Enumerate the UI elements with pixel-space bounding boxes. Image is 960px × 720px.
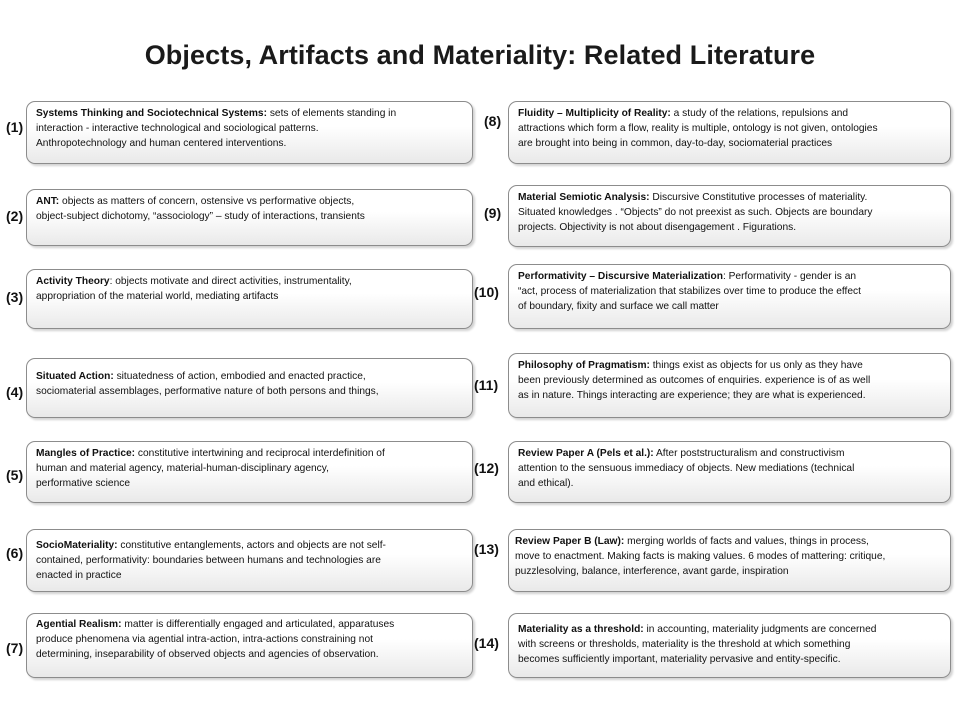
box-text: After poststructuralism and constructivism attention to the sensuous immediacy of objects. New mediations (technical and ethical). xyxy=(518,448,855,489)
box-text: Discursive Constitutive processes of materiality. Situated knowledges . “Objects” do not preexist as such. Objects are boundary projects. Objectivity is not about disengagement . Figurations. xyxy=(518,192,873,233)
literature-box xyxy=(508,353,951,418)
item-number: (8) xyxy=(484,113,502,129)
item-number: (13) xyxy=(474,541,499,557)
box-heading: Material Semiotic Analysis: xyxy=(518,192,650,203)
box-heading: Mangles of Practice: xyxy=(36,448,136,459)
item-number: (3) xyxy=(6,289,24,305)
item-number: (6) xyxy=(6,545,24,561)
box-heading: Situated Action: xyxy=(36,371,114,382)
box-heading: ANT: xyxy=(36,196,60,207)
box-text: matter is differentially engaged and articulated, apparatuses produce phenomena via agential intra-action, intra-actions constraining not determining, inseparability of observed objects and agencies of observation. xyxy=(36,619,395,660)
box-text: situatedness of action, embodied and enacted practice, sociomaterial assemblages, performative nature of both persons and things, xyxy=(36,371,379,397)
literature-box xyxy=(26,189,473,246)
item-number: (5) xyxy=(6,467,24,483)
box-heading: Agential Realism: xyxy=(36,619,122,630)
box-text: : objects motivate and direct activities, instrumentality, appropriation of the material world, mediating artifacts xyxy=(36,276,352,302)
literature-box xyxy=(26,101,473,164)
literature-box xyxy=(508,264,951,329)
literature-box xyxy=(508,185,951,247)
box-text: a study of the relations, repulsions and attractions which form a flow, reality is multiple, ontology is not given, ontologies are brought into being in common, day-to-day, sociomaterial practices xyxy=(518,108,878,149)
box-heading: Activity Theory xyxy=(36,276,110,287)
box-heading: Systems Thinking and Sociotechnical Systems: xyxy=(36,108,267,119)
item-number: (12) xyxy=(474,460,499,476)
box-heading: Fluidity – Multiplicity of Reality: xyxy=(518,108,671,119)
page-title: Objects, Artifacts and Materiality: Related Literature xyxy=(144,40,816,70)
box-heading: Materiality as a threshold: xyxy=(518,624,644,635)
item-number: (11) xyxy=(474,377,499,393)
box-text: objects as matters of concern, ostensive vs performative objects, object-subject dichotomy, “associology” – study of interactions, transients xyxy=(36,196,365,222)
literature-box xyxy=(508,529,951,592)
literature-box xyxy=(26,613,473,678)
box-text: sets of elements standing in interaction - interactive technological and sociological patterns. Anthropotechnology and human centered interventions. xyxy=(36,108,397,149)
box-text: constitutive entanglements, actors and objects are not self- contained, performativity: boundaries between humans and technologies are enacted in practice xyxy=(36,540,386,581)
box-text: constitutive intertwining and reciprocal interdefinition of human and material agency, material-human-disciplinary agency, performative science xyxy=(36,448,385,489)
box-heading: Performativity – Discursive Materialization xyxy=(518,271,723,282)
literature-box xyxy=(508,441,951,503)
literature-box xyxy=(26,441,473,503)
item-number: (10) xyxy=(474,284,499,300)
box-heading: SocioMateriality: xyxy=(36,540,118,551)
item-number: (7) xyxy=(6,640,24,656)
item-number: (2) xyxy=(6,208,24,224)
literature-box xyxy=(26,358,473,418)
box-heading: Philosophy of Pragmatism: xyxy=(518,360,650,371)
item-number: (14) xyxy=(474,635,499,651)
item-number: (4) xyxy=(6,384,24,400)
box-heading: Review Paper A (Pels et al.): xyxy=(518,448,654,459)
literature-box xyxy=(26,269,473,329)
box-text: things exist as objects for us only as they have been previously determined as outcomes of enquiries. experience is of as well as in nature. Things interacting are experience; they are what is experienced. xyxy=(518,360,871,401)
item-number: (9) xyxy=(484,205,502,221)
box-text: : Performativity - gender is an “act, process of materialization that stabilizes over time to produce the effect of boundary, fixity and surface we call matter xyxy=(518,271,861,312)
box-text: merging worlds of facts and values, things in process, move to enactment. Making facts is making values. 6 modes of mattering: critique, puzzlesolving, balance, interference, avant garde, inspiration xyxy=(515,536,886,577)
box-heading: Review Paper B (Law): xyxy=(515,536,625,547)
literature-box xyxy=(508,101,951,164)
literature-box xyxy=(26,529,473,592)
item-number: (1) xyxy=(6,119,24,135)
box-text: in accounting, materiality judgments are concerned with screens or thresholds, materiality is the threshold at which something becomes sufficiently important, materiality pervasive and entity-specific. xyxy=(518,624,877,665)
literature-box xyxy=(508,613,951,678)
